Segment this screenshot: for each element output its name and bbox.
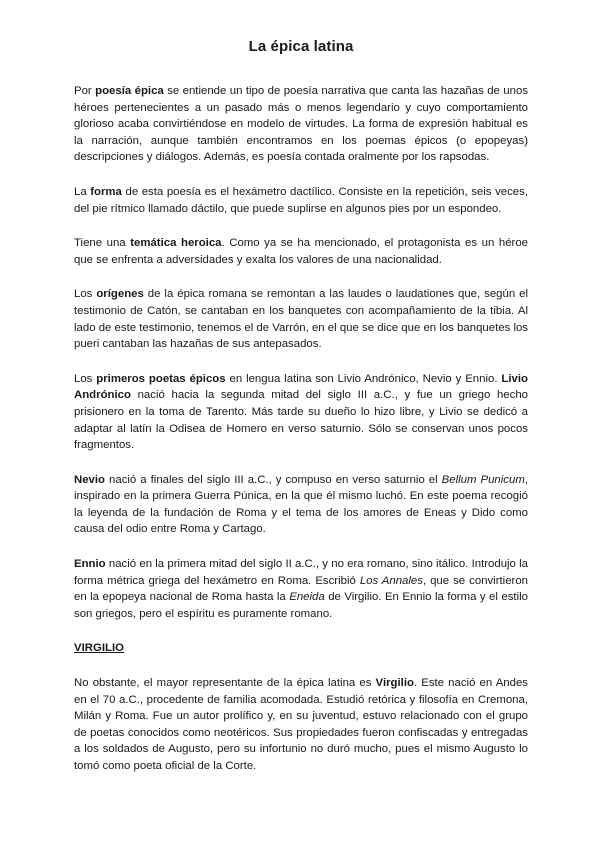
paragraph-primeros-poetas: Los primeros poetas épicos en lengua latina son Livio Andrónico, Nevio y Ennio. Livio Andrónico nació hacia la segunda mitad del siglo III a.C., y fue un griego hecho prisionero en la toma de Tarento. Más tarde su dueño lo hizo libre, y Livio se dedicó a adaptar al latín la Odisea de Homero en verso saturnio. Sólo se conservan unos pocos fragmentos. (74, 372, 528, 452)
paragraph-nevio: Nevio nació a finales del siglo III a.C., y compuso en verso saturnio el Bellum Punicum, inspirado en la primera Guerra Púnica, en la que él mismo luchó. En este poema recogió la leyenda de la fundación de Roma y el tema de los amores de Eneas y Dido como causa del odio entre Roma y Cartago. (74, 473, 528, 536)
paragraph-origenes: Los orígenes de la épica romana se remontan a las laudes o laudationes que, según el testimonio de Catón, se cantaban en los banquetes con acompañamiento de la tibia. Al lado de este testimonio, tenemos el de Varrón, en el que se dice que en los banquetes los pueri cantaban las hazañas de sus antepasados. (74, 288, 529, 351)
paragraph-poesia-epica: Por poesía épica se entiende un tipo de poesía narrativa que canta las hazañas de unos héroes pertenecientes a un pasado más o menos legendario y cuyo comportamiento glorioso acaba convirtiéndose en modelo de virtudes. La forma de expresión habitual es la narración, aunque también encontramos en los poemas épicos (o epopeyas) descripciones y diálogos. Además, es poesía contada oralmente por los rapsodas. (74, 85, 528, 164)
paragraph-virgilio: No obstante, el mayor representante de la épica latina es Virgilio. Este nació en Andes en el 70 a.C., procedente de familia acomodada. Estudió retórica y filosofía en Cremona, Milán y Roma. Fue un autor prolífico y, en su juventud, estuvo relacionado con el grupo de poetas conocidos como neotéricos. Sus propiedades fueron confiscadas y entregadas a los soldados de Augusto, pero su infortunio no duró mucho, pues el mismo Augusto lo tomó como poeta oficial de la Corte. (74, 677, 528, 772)
page-title: La épica latina (248, 38, 354, 55)
paragraph-tematica: Tiene una temática heroica. Como ya se ha mencionado, el protagonista es un héroe que se enfrenta a adversidades y exalta los valores de una nacionalidad. (74, 237, 529, 266)
paragraph-ennio: Ennio nació en la primera mitad del siglo II a.C., y no era romano, sino itálico. Introdujo la forma métrica griega del hexámetro en Roma. Escribió Los Annales, que se convirtieron en la epopeya nacional de Roma hasta la Eneida de Virgilio. En Ennio la forma y el estilo son griegos, pero el espíritu es puramente romano. (74, 558, 528, 620)
paragraph-forma: La forma de esta poesía es el hexámetro dactílico. Consiste en la repetición, seis veces, del pie rítmico llamado dáctilo, que puede suplirse en algunos pies por un espondeo. (74, 185, 528, 215)
section-heading-virgilio: VIRGILIO (74, 642, 124, 655)
